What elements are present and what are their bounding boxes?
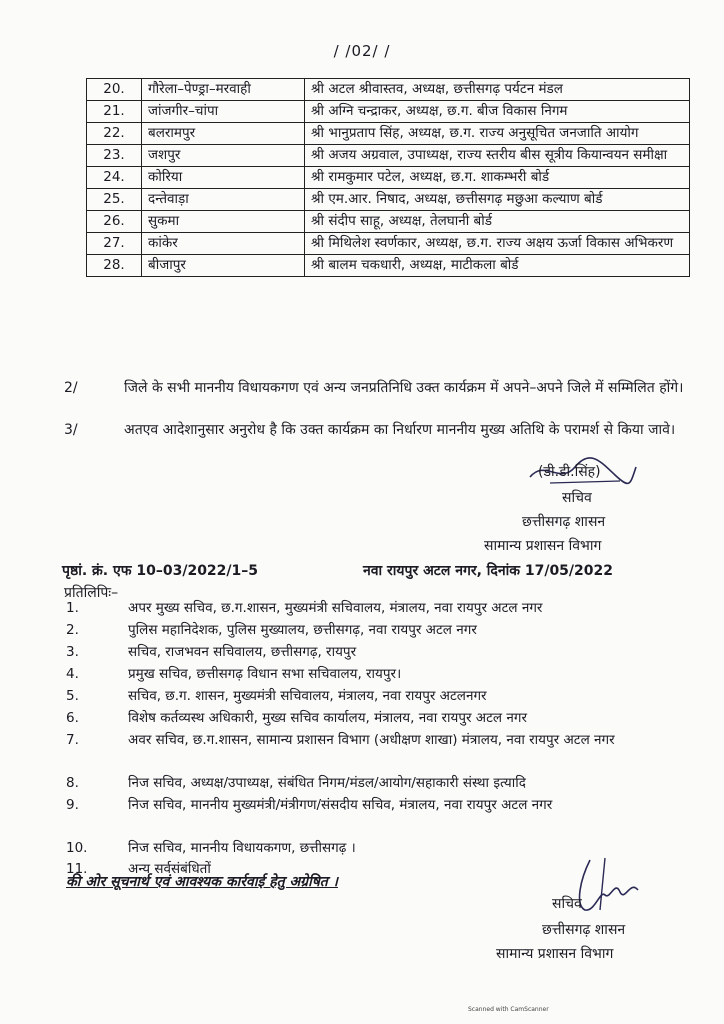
- reference-number: पृष्ठां. क्रं. एफ 10–03/2022/1–5: [62, 563, 259, 579]
- item-number: 5.: [66, 688, 79, 704]
- table-row: [87, 233, 690, 255]
- table-row: [87, 79, 690, 101]
- chief-guest: श्री एम.आर. निषाद, अध्यक्ष, छत्तीसगढ़ मछुआ कल्याण बोर्ड: [305, 189, 690, 211]
- chief-guest: श्री अजय अग्रवाल, उपाध्यक्ष, राज्य स्तरीय बीस सूत्रीय कियान्वयन समीक्षा: [305, 145, 690, 167]
- district-name: कांकेर: [142, 233, 305, 255]
- chief-guest: श्री भानुप्रताप सिंह, अध्यक्ष, छ.ग. राज्य अनुसूचित जनजाति आयोग: [305, 123, 690, 145]
- district-name: गौरेला–पेण्ड्रा–मरवाही: [142, 79, 305, 101]
- chief-guest: श्री मिथिलेश स्वर्णकार, अध्यक्ष, छ.ग. राज्य अक्षय ऊर्जा विकास अभिकरण: [305, 233, 690, 255]
- item-number: 1.: [66, 600, 79, 616]
- item-text: प्रमुख सचिव, छत्तीसगढ़ विधान सभा सचिवालय, रायपुर।: [128, 666, 402, 682]
- row-number: 21.: [87, 101, 142, 123]
- paragraph-2: [64, 378, 706, 398]
- item-number: 2.: [66, 622, 79, 638]
- row-number: 20.: [87, 79, 142, 101]
- district-name: जांजगीर–चांपा: [142, 101, 305, 123]
- item-text: अवर सचिव, छ.ग.शासन, सामान्य प्रशासन विभाग (अधीक्षण शाखा) मंत्रालय, नवा रायपुर अटल नगर: [128, 732, 615, 748]
- item-text: निज सचिव, अध्यक्ष/उपाध्यक्ष, संबंधित निगम/मंडल/आयोग/सहाकारी संस्था इत्यादि: [128, 775, 526, 791]
- table-row: [87, 189, 690, 211]
- district-table: [86, 78, 690, 277]
- signatory2-post: सचिव: [552, 896, 582, 912]
- item-text: निज सचिव, माननीय मुख्यमंत्री/मंत्रीगण/संसदीय सचिव, मंत्रालय, नवा रायपुर अटल नगर: [128, 797, 553, 813]
- signatory-department: सामान्य प्रशासन विभाग: [484, 538, 602, 554]
- reference-place-date: नवा रायपुर अटल नगर, दिनांक 17/05/2022: [363, 563, 614, 579]
- item-number: 4.: [66, 666, 79, 682]
- district-name: बलरामपुर: [142, 123, 305, 145]
- item-text: अपर मुख्य सचिव, छ.ग.शासन, मुख्यमंत्री सचिवालय, मंत्रालय, नवा रायपुर अटल नगर: [128, 600, 543, 616]
- row-number: 27.: [87, 233, 142, 255]
- item-text: विशेष कर्तव्यस्थ अधिकारी, मुख्य सचिव कार्यालय, मंत्रालय, नवा रायपुर अटल नगर: [128, 710, 527, 726]
- district-name: सुकमा: [142, 211, 305, 233]
- table-row: [87, 211, 690, 233]
- copy-to-label: प्रतिलिपिः–: [64, 585, 119, 601]
- signatory2-government: छत्तीसगढ़ शासन: [542, 922, 626, 938]
- chief-guest: श्री बालम चकधारी, अध्यक्ष, माटीकला बोर्ड: [305, 255, 690, 277]
- chief-guest: श्री अग्नि चन्द्राकर, अध्यक्ष, छ.ग. बीज विकास निगम: [305, 101, 690, 123]
- item-text: निज सचिव, माननीय विधायकगण, छत्तीसगढ़ ।: [128, 840, 356, 856]
- page-number: / /02/ /: [333, 42, 391, 60]
- signatory-name: (डी.डी.सिंह): [538, 464, 601, 480]
- signatory-post: सचिव: [562, 490, 592, 506]
- district-name: बीजापुर: [142, 255, 305, 277]
- chief-guest: श्री संदीप साहू, अध्यक्ष, तेलघानी बोर्ड: [305, 211, 690, 233]
- item-number: 9.: [66, 797, 79, 813]
- item-text: पुलिस महानिदेशक, पुलिस मुख्यालय, छत्तीसगढ़, नवा रायपुर अटल नगर: [128, 622, 477, 638]
- table-row: [87, 123, 690, 145]
- paragraph-text: जिले के सभी माननीय विधायकगण एवं अन्य जनप्रतिनिधि उक्त कार्यक्रम में अपने–अपने जिले में सम्मिलित होंगे।: [124, 380, 684, 396]
- item-number: 11.: [66, 861, 88, 877]
- row-number: 28.: [87, 255, 142, 277]
- signatory-government: छत्तीसगढ़ शासन: [522, 514, 606, 530]
- row-number: 24.: [87, 167, 142, 189]
- item-number: 6.: [66, 710, 79, 726]
- item-number: 8.: [66, 775, 79, 791]
- item-number: 10.: [66, 840, 88, 856]
- district-name: दन्तेवाड़ा: [142, 189, 305, 211]
- item-text: सचिव, राजभवन सचिवालय, छत्तीसगढ़, रायपुर: [128, 644, 357, 660]
- item-number: 3.: [66, 644, 79, 660]
- item-text: अन्य सर्वसंबंधितों: [128, 861, 211, 877]
- closing-note: की ओर सूचनार्थ एवं आवश्यक कार्रवाई हेतु अग्रेषित ।: [66, 874, 338, 890]
- row-number: 22.: [87, 123, 142, 145]
- item-number: 7.: [66, 732, 79, 748]
- item-text: सचिव, छ.ग. शासन, मुख्यमंत्री सचिवालय, मंत्रालय, नवा रायपुर अटलनगर: [128, 688, 487, 704]
- district-name: कोरिया: [142, 167, 305, 189]
- table-row: [87, 255, 690, 277]
- table-row: [87, 167, 690, 189]
- table-row: [87, 101, 690, 123]
- row-number: 25.: [87, 189, 142, 211]
- paragraph-number: 2/: [64, 380, 78, 396]
- chief-guest: श्री अटल श्रीवास्तव, अध्यक्ष, छत्तीसगढ़ पर्यटन मंडल: [305, 79, 690, 101]
- signatory2-department: सामान्य प्रशासन विभाग: [496, 946, 614, 962]
- chief-guest: श्री रामकुमार पटेल, अध्यक्ष, छ.ग. शाकम्भरी बोर्ड: [305, 167, 690, 189]
- paragraph-3: [64, 420, 706, 440]
- row-number: 26.: [87, 211, 142, 233]
- district-name: जशपुर: [142, 145, 305, 167]
- row-number: 23.: [87, 145, 142, 167]
- table-row: [87, 145, 690, 167]
- paragraph-text: अतएव आदेशानुसार अनुरोध है कि उक्त कार्यक्रम का निर्धारण माननीय मुख्य अतिथि के परामर्श से किया जावे।: [124, 422, 676, 438]
- scanner-watermark: Scanned with CamScanner: [468, 1006, 549, 1013]
- paragraph-number: 3/: [64, 422, 78, 438]
